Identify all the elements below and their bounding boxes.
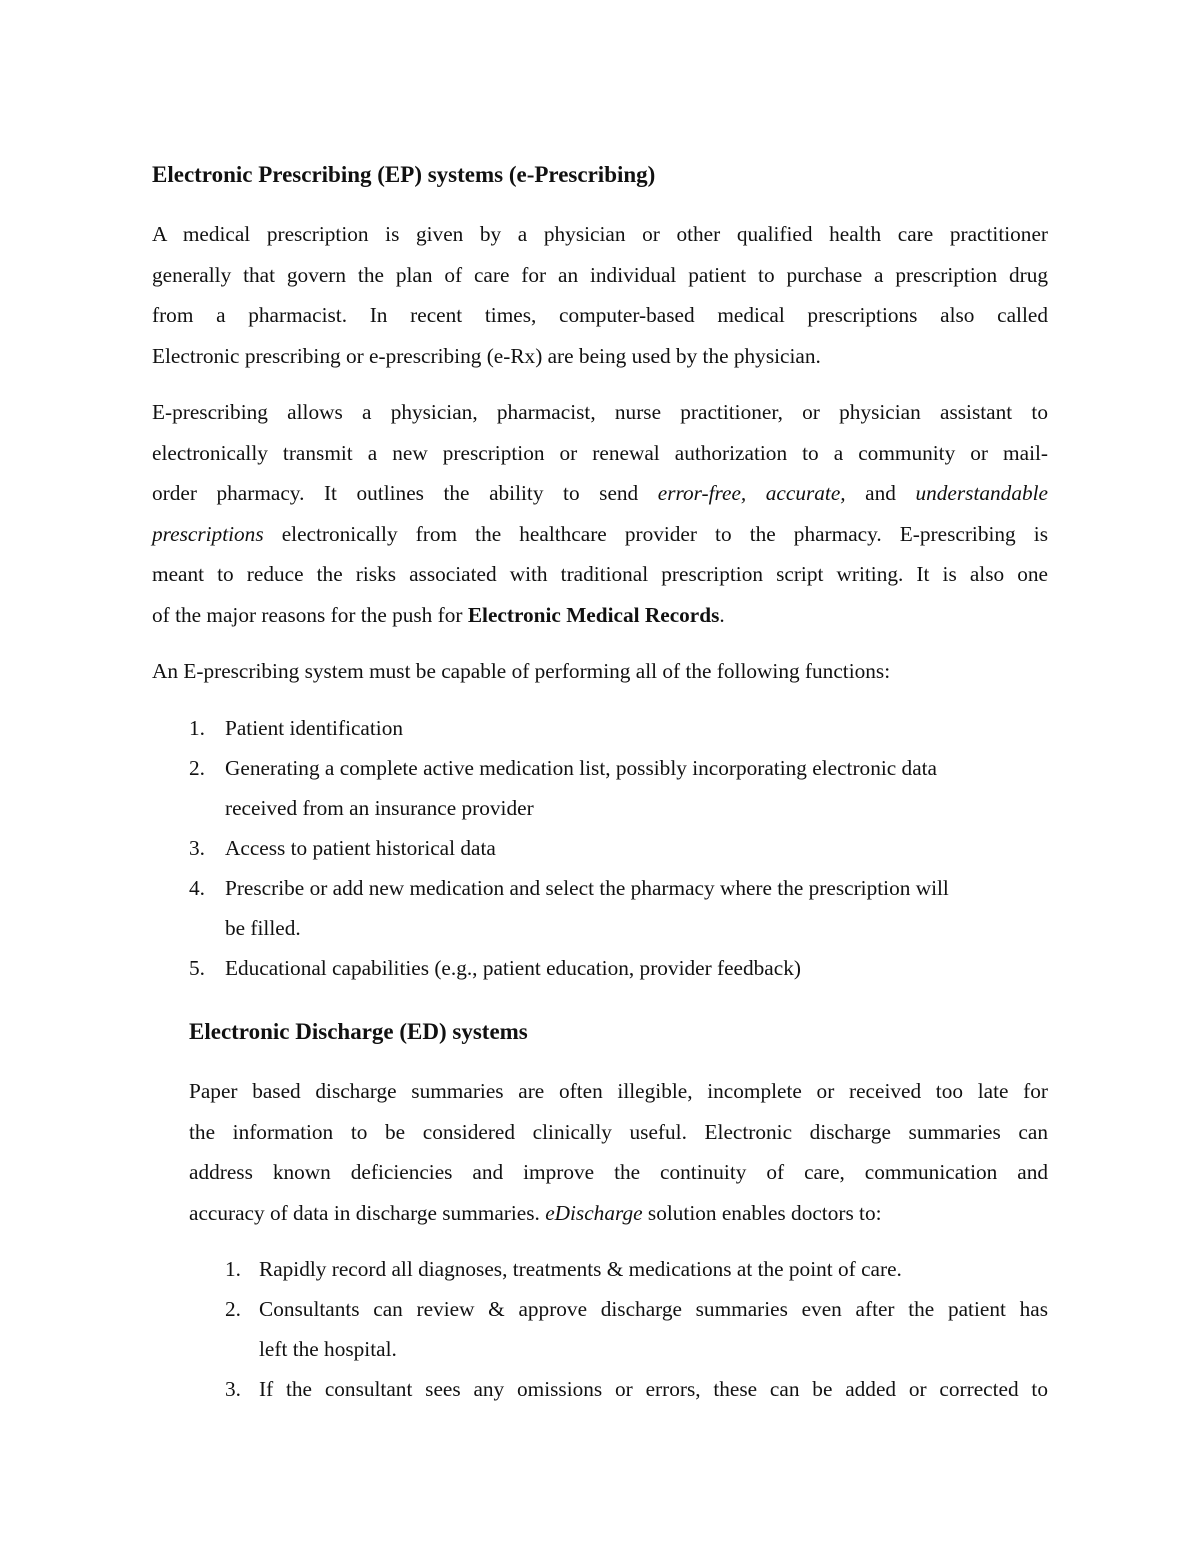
list-item-text: Access to patient historical data: [225, 836, 496, 860]
text-line: generally that govern the plan of care for an individual patient to purchase a prescription drug: [152, 262, 1048, 287]
section-heading-e-prescribing: Electronic Prescribing (EP) systems (e-Prescribing): [152, 162, 656, 187]
list-number: 5.: [189, 956, 205, 980]
paragraph-functions-intro: [152, 651, 1048, 692]
list-number: 1.: [225, 1257, 241, 1281]
text-line: A medical prescription is given by a physician or other qualified health care practitioner: [152, 222, 1048, 246]
text-line: Paper based discharge summaries are often illegible, incomplete or received too late for: [189, 1079, 1048, 1103]
text-run: order pharmacy. It outlines the ability to send: [152, 481, 658, 506]
text-line: An E-prescribing system must be capable of performing all of the following functions:: [152, 659, 891, 683]
list-item-text: Rapidly record all diagnoses, treatments & medications at the point of care.: [259, 1257, 902, 1281]
text-run: electronically from the healthcare provider to the pharmacy. E-prescribing is: [263, 521, 1048, 546]
list-item: [225, 1369, 1048, 1409]
text-line: the information to be considered clinically useful. Electronic discharge summaries can: [189, 1119, 1048, 1144]
functions-list: [189, 708, 1049, 988]
text-run: accuracy of data in discharge summaries.: [189, 1200, 546, 1225]
list-item-text: Educational capabilities (e.g., patient education, provider feedback): [225, 956, 801, 980]
emphasis-understandable: understandable: [915, 481, 1048, 506]
text-line: electronically transmit a new prescription or renewal authorization to a community or mail-: [152, 440, 1048, 465]
list-item-text: Patient identification: [225, 716, 404, 740]
text-run: and: [845, 481, 916, 506]
list-number: 4.: [189, 876, 205, 900]
edischarge-capabilities-list: [225, 1249, 1048, 1409]
list-item-text: Consultants can review & approve discharge summaries even after the patient has: [259, 1297, 1048, 1321]
emphasis-edischarge: eDischarge: [545, 1200, 643, 1225]
text-line: E-prescribing allows a physician, pharmacist, nurse practitioner, or physician assistant to: [152, 400, 1048, 424]
text-run: of the major reasons for the push for: [152, 602, 468, 627]
list-item: [225, 1249, 1048, 1289]
list-item: [189, 948, 1049, 988]
list-number: 2.: [225, 1297, 241, 1321]
emphasis-error-free: error-free, accurate,: [657, 481, 846, 506]
emphasis-prescriptions: prescriptions: [152, 521, 264, 546]
list-number: 1.: [189, 716, 205, 740]
text-line: [152, 473, 1048, 514]
list-item-text: Prescribe or add new medication and select the pharmacy where the prescription will: [225, 876, 949, 900]
list-item-text: Generating a complete active medication list, possibly incorporating electronic data: [225, 756, 938, 780]
list-item-text: be filled.: [225, 916, 301, 940]
list-number: 3.: [225, 1377, 241, 1401]
list-item-text: left the hospital.: [259, 1337, 397, 1361]
bold-electronic-medical-records: Electronic Medical Records: [467, 602, 720, 627]
list-item: [189, 868, 1049, 948]
paragraph-discharge-summaries: [189, 1071, 1048, 1233]
text-line: from a pharmacist. In recent times, computer-based medical prescriptions also called: [152, 303, 1048, 328]
list-item: [225, 1289, 1048, 1369]
list-item: [189, 828, 1049, 868]
section-heading-e-discharge: Electronic Discharge (ED) systems: [189, 1019, 528, 1044]
text-line: [189, 1193, 1048, 1234]
text-run: .: [719, 602, 725, 627]
list-item: [189, 748, 1049, 828]
text-line: meant to reduce the risks associated with traditional prescription script writing. It is also one: [152, 562, 1048, 587]
list-item: [189, 708, 1049, 748]
text-line: [152, 595, 1048, 636]
paragraph-prescription-intro: [152, 214, 1048, 376]
text-line: Electronic prescribing or e-prescribing (e-Rx) are being used by the physician.: [152, 343, 821, 368]
text-run: solution enables doctors to:: [642, 1200, 882, 1225]
list-item-text: received from an insurance provider: [225, 796, 534, 820]
text-line: address known deficiencies and improve the continuity of care, communication and: [189, 1160, 1048, 1185]
list-number: 2.: [189, 756, 205, 780]
list-number: 3.: [189, 836, 205, 860]
paragraph-e-prescribing-description: [152, 392, 1048, 636]
text-line: [152, 514, 1048, 555]
list-item-text: If the consultant sees any omissions or errors, these can be added or corrected to: [259, 1377, 1048, 1401]
